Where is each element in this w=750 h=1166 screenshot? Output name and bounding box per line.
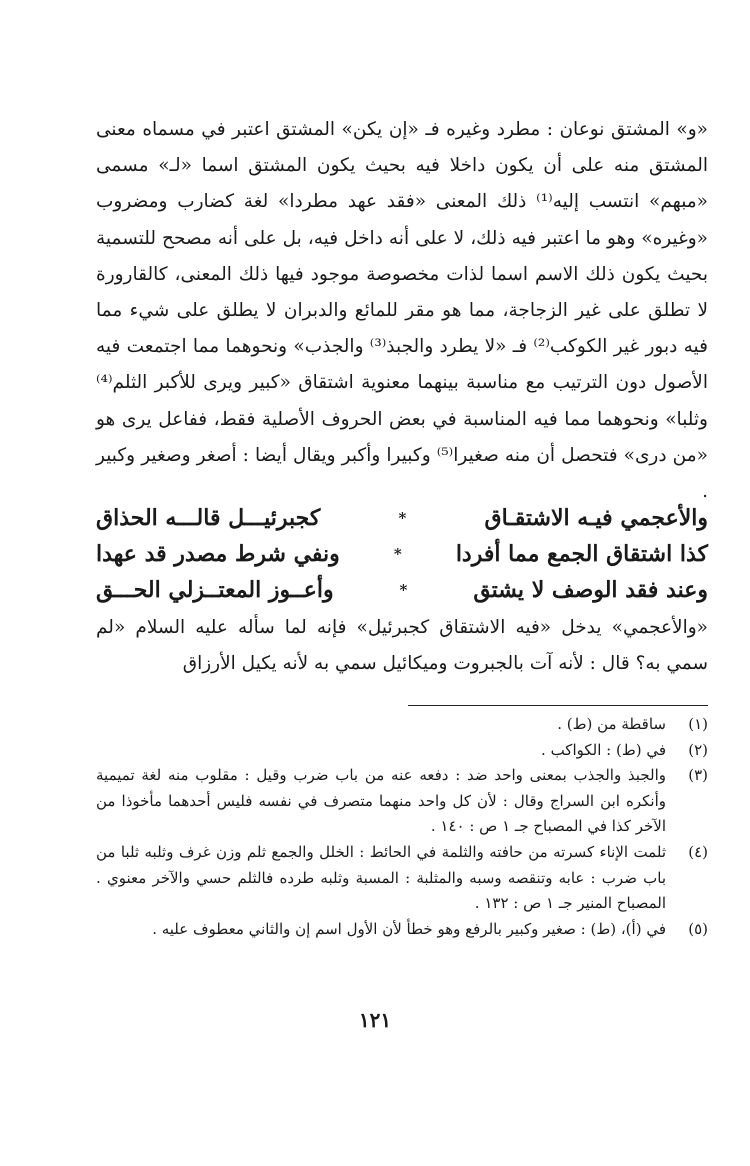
verse-hemistich-right: كذا اشتقاق الجمع مما أفردا (455, 541, 708, 567)
verse-line (96, 536, 708, 572)
verse-separator: * (399, 581, 408, 599)
paragraph-1: «و» المشتق نوعان : مطرد وغيره فـ «إن يكن» المشتق اعتبر في مسماه معنى المشتق منه على أن يكون داخلا فيه بحيث يكون المشتق اسما «لـ» مسمى «مبهم» انتسب إليه⁽¹⁾ ذلك المعنى «فقد عهد مطردا» لغة كضارب ومضروب «وغيره» وهو ما اعتبر فيه ذلك، لا على أنه داخل فيه، بل على أنه مصحح للتسمية بحيث يكون ذلك الاسم اسما لذات مخصوصة موجود فيها ذلك المعنى، كالقارورة لا تطلق على غير الزجاجة، مما هو مقر للمائع والدبران لا يطلق على شيء مما فيه دبور غير الكوكب⁽²⁾ فـ «لا يطرد والجبذ⁽³⁾ والجذب» ونحوهما مما اجتمعت فيه الأصول دون الترتيب مع مناسبة بينهما معنوية اشتقاق «كبير ويرى للأكبر الثلم⁽⁴⁾ وثلبا» ونحوهما مما فيه المناسبة في بعض الحروف الأصلية فقط، ففاعل يرى هو «من درى» فتحصل أن منه صغيرا⁽⁵⁾ وكبيرا وأكبر ويقال أيضا : أصغر وصغير وكبير . (96, 119, 709, 503)
footnote-number: (٢) (688, 740, 708, 759)
footnote (96, 840, 708, 917)
footnote-text: في (أ)، (ط) : صغير وكبير بالرفع وهو خطأ لأن الأول اسم إن والثاني معطوف عليه . (152, 919, 666, 938)
footnote (96, 712, 708, 738)
verse-hemistich-left: كجبرئيـــل قالـــه الحذاق (96, 505, 321, 531)
footnote-text: والجبذ والجذب بمعنى واحد ضد : دفعه عنه من باب ضرب وقيل : مقلوب منه لغة تميمية وأنكره ابن السراج وقال : لأن كل واحد منهما متصرف في نفسه فليس أحدهما مأخوذا من الآخر كذا في المصباح جـ ١ ص : ١٤٠ . (96, 766, 666, 836)
footnote (96, 738, 708, 764)
verse-separator: * (398, 509, 407, 527)
footnote-divider (408, 705, 708, 706)
footnote (96, 763, 708, 840)
footnote-text: ثلمت الإناء كسرته من حافته والثلمة في الحائط : الخلل والجمع ثلم وزن غرف وثلبه ثلبا من باب ضرب : عابه وتنقصه وسبه والمثلبة : المسبة وثلبه طرده فالثلم حسي والآخر معنوي . المصباح المنير جـ ١ ص : ١٣٢ . (96, 842, 666, 913)
main-text (96, 112, 708, 510)
verse-line (96, 572, 708, 608)
verse-block (96, 500, 708, 608)
footnote-text: ساقطة من (ط) . (557, 715, 666, 733)
verse-separator: * (393, 545, 402, 563)
paragraph-2: «والأعجمي» يدخل «فيه الاشتقاق كجبرئيل» فإنه لما سأله عليه السلام «لم سمي به؟ قال : لأنه آت بالجبروت وميكائيل سمي به لأنه يكيل الأرزاق (96, 617, 708, 675)
page-number: ١٢١ (358, 1008, 392, 1032)
footnote-number: (٥) (688, 919, 708, 938)
footnote-number: (٤) (688, 842, 708, 861)
footnotes (96, 705, 708, 942)
verse-hemistich-right: والأعجمي فيـه الاشتقـاق (484, 505, 708, 531)
verse-hemistich-right: وعند فقد الوصف لا يشتق (473, 577, 708, 603)
verse-line (96, 500, 708, 536)
verse-hemistich-left: ونفي شرط مصدر قد عهدا (96, 541, 340, 567)
footnote (96, 917, 708, 943)
footnote-number: (١) (688, 715, 708, 733)
verse-hemistich-left: وأعــوز المعتــزلي الحـــق (96, 577, 334, 603)
main-text-continued (96, 610, 708, 682)
footnote-text: في (ط) : الكواكب . (541, 740, 666, 759)
footnote-number: (٣) (688, 766, 708, 785)
